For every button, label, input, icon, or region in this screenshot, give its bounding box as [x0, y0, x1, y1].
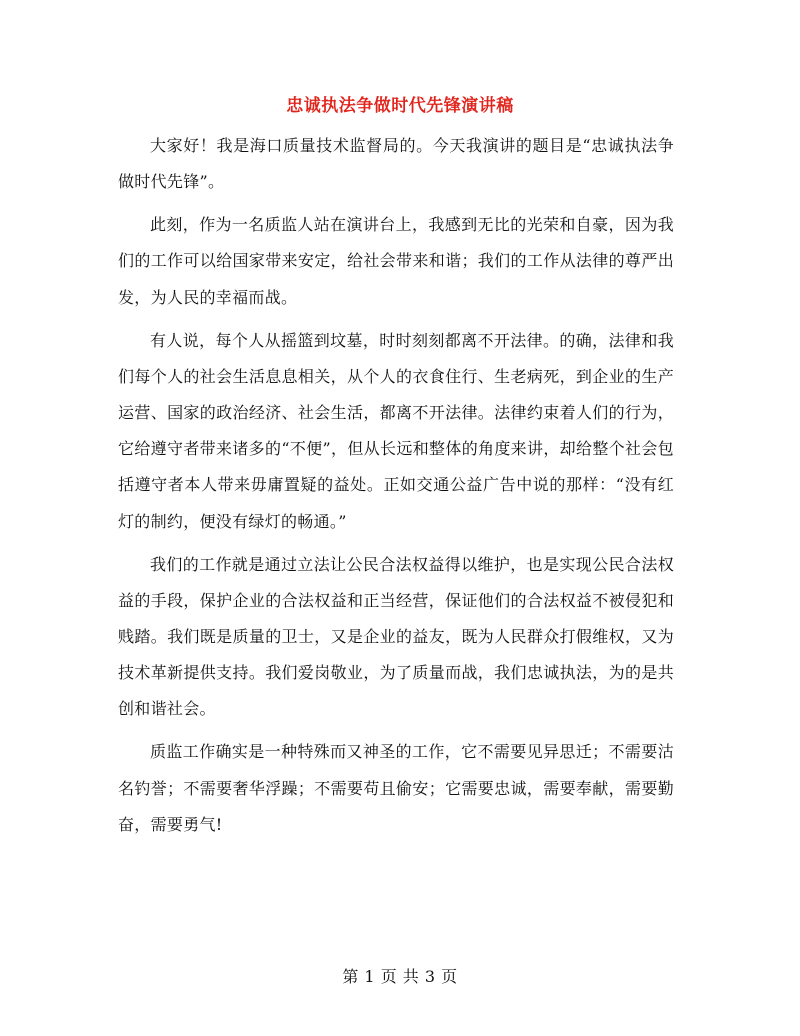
page-number-footer: 第 1 页 共 3 页 — [342, 967, 458, 986]
document-title: 忠诚执法争做时代先锋演讲稿 — [286, 96, 514, 116]
paragraph-pride: 此刻，作为一名质监人站在演讲台上，我感到无比的光荣和自豪，因为我们的工作可以给国家带来安定，给社会带来和谐；我们的工作从法律的尊严出发，为人民的幸福而战。 — [118, 215, 674, 307]
paragraph-law: 有人说，每个人从摇篮到坟墓，时时刻刻都离不开法律。的确，法律和我们每个人的社会生活息息相关，从个人的衣食住行、生老病死，到企业的生产运营、国家的政治经济、社会生活，都离不开法律。法律约束着人们的行为，它给遵守者带来诸多的“不便”，但从长远和整体的角度来讲，却给整个社会包括遵守者本人带来毋庸置疑的益处。正如交通公益广告中说的那样：“没有红灯的制约，便没有绿灯的畅通。” — [118, 330, 674, 531]
paragraph-work: 我们的工作就是通过立法让公民合法权益得以维护，也是实现公民合法权益的手段，保护企业的合法权益和正当经营，保证他们的合法权益不被侵犯和贱踏。我们既是质量的卫士，又是企业的益友，既为人民群众打假维权，又为技术革新提供支持。我们爱岗敬业，为了质量而战，我们忠诚执法，为的是共创和谐社会。 — [118, 554, 674, 719]
document-body — [118, 128, 674, 850]
paragraph-greeting: 大家好！我是海口质量技术监督局的。今天我演讲的题目是“忠诚执法争做时代先锋”。 — [118, 136, 674, 192]
paragraph-requirements: 质监工作确实是一种特殊而又神圣的工作，它不需要见异思迁；不需要沽名钓誉；不需要奢华浮躁；不需要苟且偷安；它需要忠诚，需要奉献，需要勤奋，需要勇气! — [118, 742, 674, 834]
